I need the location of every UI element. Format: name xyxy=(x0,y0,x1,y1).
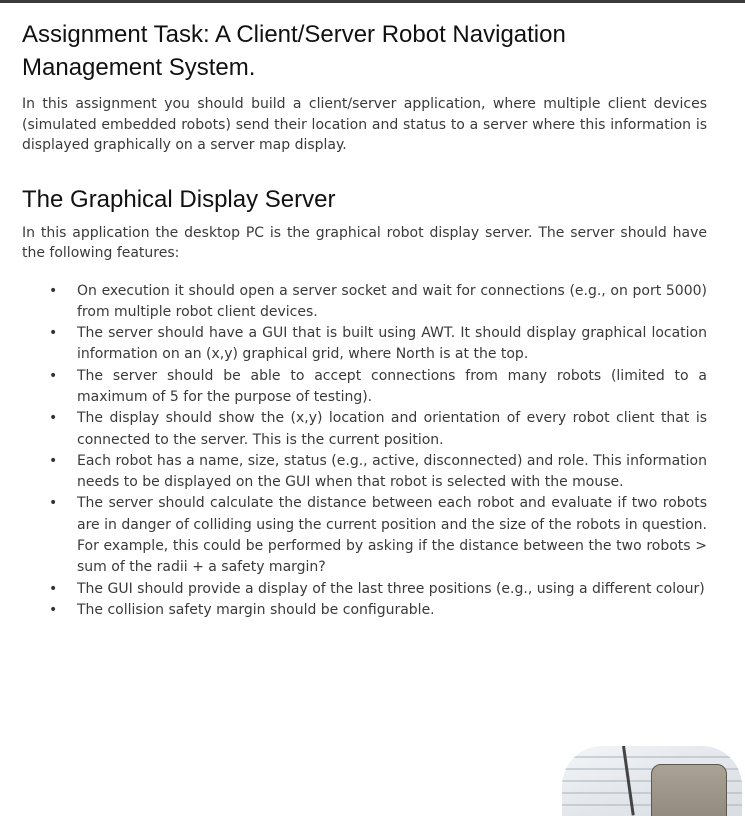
list-item-text: The GUI should provide a display of the last three positions (e.g., using a different colour) xyxy=(77,580,705,597)
list-item-text: On execution it should open a server socket and wait for connections (e.g., on port 5000) from multiple robot client devices. xyxy=(77,282,707,320)
list-item-text: The server should have a GUI that is built using AWT. It should display graphical location information on an (x,y) graphical grid, where North is at the top. xyxy=(77,325,707,363)
bullet-icon: • xyxy=(49,367,58,384)
list-item-text: The server should calculate the distance between each robot and evaluate if two robots are in danger of colliding using the current position and the size of the robots in question. For example, this could be performed by asking if the distance between the two robots > sum of the radii + a safety margin? xyxy=(77,495,707,576)
bullet-icon: • xyxy=(49,495,58,512)
window-blind-slat xyxy=(562,756,742,758)
bullet-icon: • xyxy=(49,282,58,299)
list-item xyxy=(22,493,707,578)
list-item-text: Each robot has a name, size, status (e.g., active, disconnected) and role. This information needs to be displayed on the GUI when that robot is selected with the mouse. xyxy=(77,452,707,491)
list-item xyxy=(22,600,707,621)
top-border xyxy=(0,0,745,3)
bullet-icon: • xyxy=(49,580,58,597)
list-item-text: The display should show the (x,y) location and orientation of every robot client that is connected to the server. This is the current position. xyxy=(77,410,707,448)
bullet-icon: • xyxy=(49,452,58,469)
feature-list xyxy=(22,281,707,622)
list-item xyxy=(22,408,707,451)
document-body xyxy=(22,18,707,621)
list-item xyxy=(22,366,707,409)
bullet-icon: • xyxy=(49,325,58,342)
section-intro-paragraph: In this application the desktop PC is the graphical robot display server. The server should have the following features: xyxy=(22,224,707,261)
list-item xyxy=(22,579,707,600)
list-item xyxy=(22,281,707,324)
list-item xyxy=(22,451,707,494)
page-title: Assignment Task: A Client/Server Robot Navigation Management System. xyxy=(22,21,566,81)
bullet-icon: • xyxy=(49,410,58,427)
list-item xyxy=(22,323,707,366)
section-heading: The Graphical Display Server xyxy=(22,185,336,213)
list-item-text: The collision safety margin should be configurable. xyxy=(77,601,435,618)
bullet-icon: • xyxy=(49,601,58,618)
list-item-text: The server should be able to accept connections from many robots (limited to a maximum of 5 for the purpose of testing). xyxy=(77,367,707,405)
device-shape xyxy=(651,764,727,816)
intro-paragraph: In this assignment you should build a client/server application, where multiple client devices (simulated embedded robots) send their location and status to a server where this information is displayed graphically on a server map display. xyxy=(22,96,707,153)
photo-thumbnail xyxy=(562,746,742,816)
